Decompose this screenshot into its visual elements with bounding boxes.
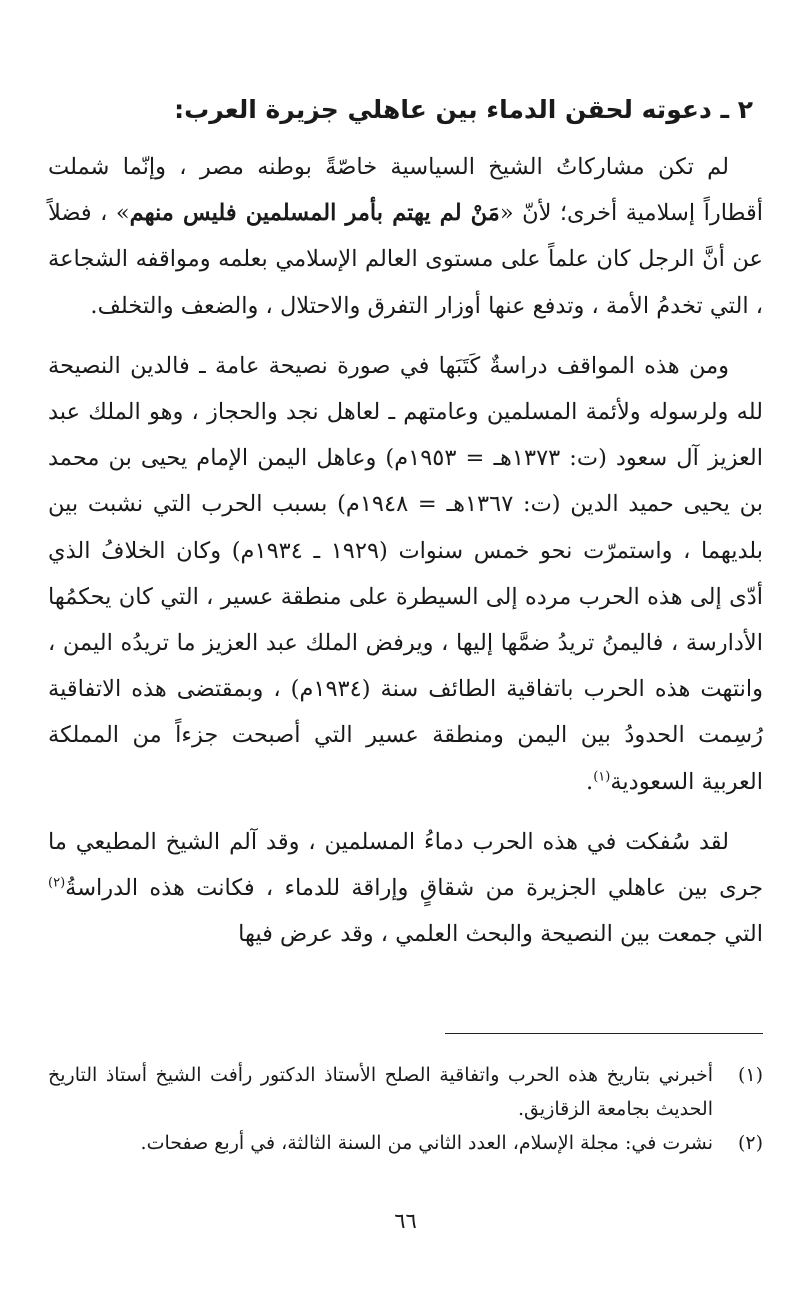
paragraph-2-text: ومن هذه المواقف دراسةٌ كَتَبَها في صورة نصيحة عامة ـ فالدين النصيحة لله ولرسوله ولأئمة المسلمين وعامتهم ـ لعاهل نجد والحجاز ، وهو الملك عبد العزيز آل سعود (ت: ١٣٧٣هـ = ١٩٥٣م) وعاهل اليمن الإمام يحيى بن محمد بن يحيى حميد الدين (ت: ١٣٦٧هـ = ١٩٤٨م) بسبب الحرب التي نشبت بين بلديهما ، واستمرّت نحو خمس سنوات (١٩٢٩ ـ ١٩٣٤م) وكان الخلافُ الذي أدّى إلى هذه الحرب مرده إلى السيطرة على منطقة عسير ، التي كان يحكمُها الأدارسة ، فاليمنُ تريدُ ضمَّها إليها ، ويرفض الملك عبد العزيز ما تريدُه اليمن ، وانتهت هذه الحرب باتفاقية الطائف سنة (١٩٣٤م) ، وبمقتضى هذه الاتفاقية رُسِمت الحدودُ بين اليمن ومنطقة عسير التي أصبحت جزءاً من المملكة العربية السعودية (48, 352, 763, 795)
book-page (48, 88, 763, 1268)
footnote-ref-1[interactable]: (١) (593, 769, 611, 785)
body-paragraph-1 (48, 144, 763, 329)
body-paragraph-3 (48, 819, 763, 958)
body-paragraph-2 (48, 343, 763, 805)
paragraph-3-after: التي جمعت بين النصيحة والبحث العلمي ، وقد عرض فيها (238, 921, 763, 948)
footnote-ref-2[interactable]: (٢) (48, 875, 66, 891)
paragraph-1-before: لم تكن مشاركاتُ الشيخ السياسية خاصّةً بوطنه مصر ، وإنّما شملت أقطاراً إسلامية أخرى؛ لأنّ « (48, 154, 764, 227)
paragraph-1-after: » ، فضلاً عن أنَّ الرجل كان علماً على مستوى العالم الإسلامي بعلمه ومواقفه الشجاعة ، التي تخدمُ الأمة ، وتدفع عنها أوزار التفرق والاحتلال ، والضعف والتخلف. (48, 200, 763, 319)
footnote-text: أخبرني بتاريخ هذه الحرب واتفاقية الصلح الأستاذ الدكتور رأفت الشيخ أستاذ التاريخ الحديث بجامعة الزقازيق. (48, 1064, 713, 1120)
hadith-quote: مَنْ لم يهتم بأمر المسلمين فليس منهم (129, 200, 500, 227)
footnote-2 (48, 1126, 763, 1160)
footnote-divider (445, 1033, 763, 1034)
section-heading: ٢ ـ دعوته لحقن الدماء بين عاهلي جزيرة العرب: (174, 95, 753, 124)
footnote-number: (٢) (737, 1132, 763, 1154)
paragraph-3-before: لقد سُفكت في هذه الحرب دماءُ المسلمين ، وقد آلم الشيخ المطيعي ما جرى بين عاهلي الجزيرة من شقاقٍ وإراقة للدماء ، فكانت هذه الدراسةُ (48, 828, 763, 902)
footnotes (48, 1058, 763, 1160)
footnote-1 (48, 1058, 763, 1126)
footnote-number: (١) (737, 1064, 763, 1086)
page-number: ٦٦ (394, 1209, 417, 1233)
paragraph-2-end: . (586, 768, 594, 795)
footnote-text: نشرت في: مجلة الإسلام، العدد الثاني من السنة الثالثة، في أربع صفحات. (140, 1132, 713, 1154)
